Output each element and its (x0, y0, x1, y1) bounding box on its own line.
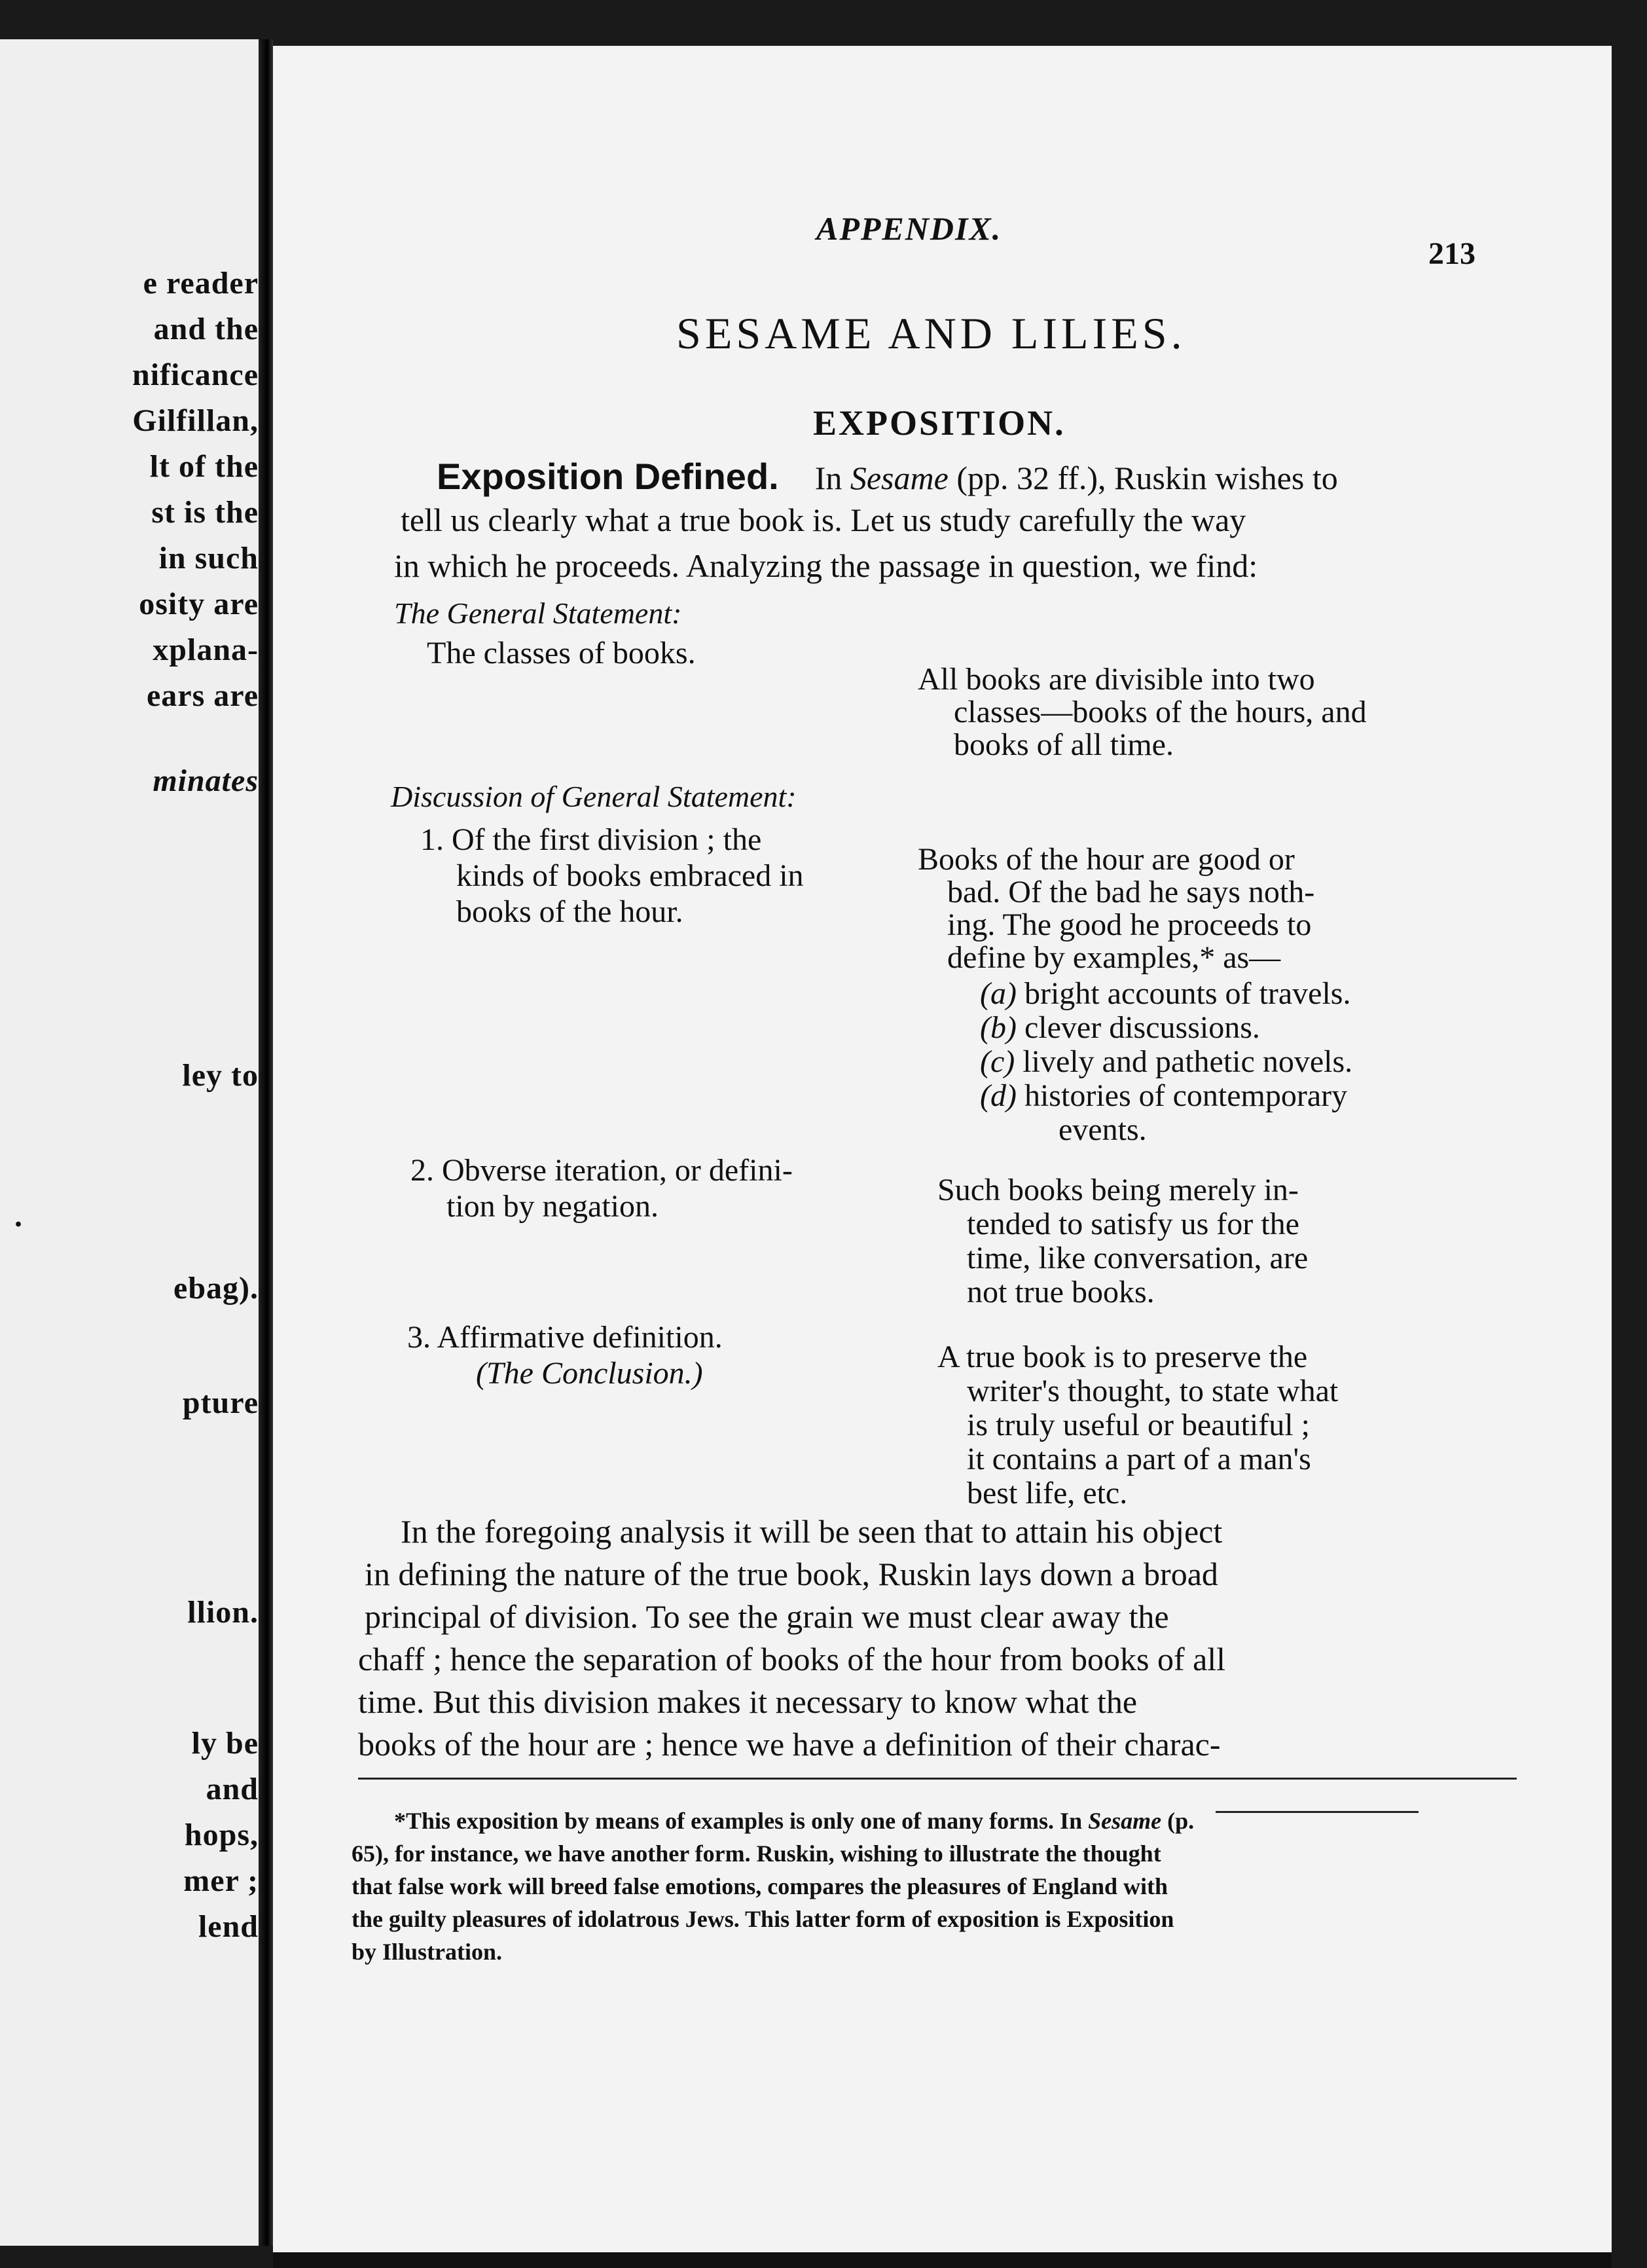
left-text-line: ebag). (173, 1271, 259, 1306)
right-page (273, 46, 1612, 2252)
intro-line-1 (437, 455, 1338, 498)
left-text-line: ears are (146, 678, 259, 713)
left-column-text: kinds of books embraced in (456, 858, 804, 893)
footnote-line: *This exposition by means of examples is only one of many forms. In Sesame (p. (394, 1808, 1195, 1834)
left-text-line: Gilfillan, (132, 403, 259, 438)
left-text-line: lend (198, 1909, 259, 1944)
right-column-text: define by examples,* as— (947, 940, 1281, 975)
left-column-italic: (The Conclusion.) (476, 1356, 703, 1391)
paragraph-line: time. But this division makes it necessary to know what the (358, 1683, 1138, 1720)
right-column-text: not true books. (967, 1275, 1155, 1309)
example-item: (b) clever discussions. (980, 1010, 1260, 1045)
left-text-line: . (14, 1199, 23, 1234)
page-number: 213 (1428, 236, 1475, 271)
right-column-text: ing. The good he proceeds to (947, 907, 1312, 942)
left-column-text: The classes of books. (427, 636, 696, 670)
right-column-text: tended to satisfy us for the (967, 1207, 1299, 1241)
footnote-line: by Illustration. (352, 1939, 503, 1965)
page-bottom-edge (273, 2252, 1612, 2268)
left-column-text: tion by negation. (446, 1189, 659, 1224)
paragraph-line: books of the hour are ; hence we have a definition of their charac- (358, 1726, 1221, 1763)
left-column-text: 3. Affirmative definition. (407, 1320, 723, 1355)
right-column-text: time, like conversation, are (967, 1241, 1309, 1275)
left-text-line: st is the (151, 495, 259, 530)
footnote-line: the guilty pleasures of idolatrous Jews. This latter form of exposition is Exposition (352, 1906, 1174, 1932)
divider (358, 1778, 1517, 1780)
running-head: APPENDIX. (816, 210, 1002, 247)
example-continuation: events. (1059, 1112, 1147, 1147)
footnote-rule (1216, 1811, 1419, 1813)
intro-line-2: tell us clearly what a true book is. Let us study carefully the way (401, 502, 1246, 538)
left-text-line: osity are (139, 587, 259, 621)
left-text-line: ly be (191, 1726, 259, 1761)
paragraph-line: chaff ; hence the separation of books of the hour from books of all (358, 1641, 1226, 1677)
right-column-text: bad. Of the bad he says noth- (947, 875, 1315, 909)
book-gutter (259, 39, 273, 2246)
left-text-line: mer ; (183, 1863, 259, 1898)
right-column-text: books of all time. (954, 727, 1174, 762)
intro-text: (pp. 32 ff.), Ruskin wishes to (948, 460, 1338, 496)
left-column-text: books of the hour. (456, 894, 683, 929)
paragraph-line: principal of division. To see the grain we must clear away the (365, 1598, 1169, 1635)
right-column-text: Such books being merely in- (937, 1173, 1299, 1207)
left-page-fragment (0, 39, 259, 2246)
intro-line-3: in which he proceeds. Analyzing the passage in question, we find: (394, 547, 1258, 584)
left-text-line: in such (158, 541, 259, 576)
subheading-discussion: Discussion of General Statement: (391, 780, 797, 813)
right-column-text: All books are divisible into two (918, 662, 1315, 697)
left-text-line: and (206, 1772, 259, 1806)
left-text-line: nificance (132, 357, 259, 392)
left-text-line: ley to (182, 1058, 259, 1093)
intro-text: In (814, 460, 850, 496)
paragraph-line: in defining the nature of the true book, Ruskin lays down a broad (365, 1556, 1218, 1592)
footnote-line: 65), for instance, we have another form. Ruskin, wishing to illustrate the thought (352, 1840, 1161, 1867)
right-column-text: Books of the hour are good or (918, 842, 1295, 877)
example-item: (a) bright accounts of travels. (980, 976, 1351, 1011)
paragraph-lead: Exposition Defined. (437, 456, 779, 497)
right-column-text: A true book is to preserve the (937, 1340, 1308, 1374)
right-column-text: classes—books of the hours, and (954, 695, 1367, 729)
left-text-line: and the (153, 312, 259, 346)
section-heading: EXPOSITION. (813, 403, 1066, 443)
left-text-line: lt of the (149, 449, 259, 484)
subheading-general-statement: The General Statement: (394, 596, 682, 630)
example-item: (d) histories of contemporary (980, 1078, 1348, 1113)
left-text-line: minates (153, 763, 259, 798)
left-column-text: 1. Of the first division ; the (420, 822, 762, 857)
intro-italic-title: Sesame (850, 460, 949, 496)
left-text-line: hops, (184, 1818, 259, 1852)
left-text-line: e reader (143, 266, 259, 301)
right-column-text: is truly useful or beautiful ; (967, 1408, 1310, 1442)
right-column-text: best life, etc. (967, 1476, 1128, 1510)
left-text-line: pture (182, 1385, 259, 1420)
left-text-line: xplana- (153, 632, 259, 667)
right-column-text: writer's thought, to state what (967, 1374, 1339, 1408)
paragraph-line: In the foregoing analysis it will be seen that to attain his object (401, 1513, 1223, 1550)
footnote-line: that false work will breed false emotions, compares the pleasures of England with (352, 1873, 1168, 1899)
left-column-text: 2. Obverse iteration, or defini- (410, 1153, 793, 1188)
left-text-line: llion. (187, 1595, 259, 1630)
page-title: SESAME AND LILIES. (676, 308, 1186, 358)
example-item: (c) lively and pathetic novels. (980, 1044, 1353, 1079)
right-column-text: it contains a part of a man's (967, 1442, 1311, 1476)
